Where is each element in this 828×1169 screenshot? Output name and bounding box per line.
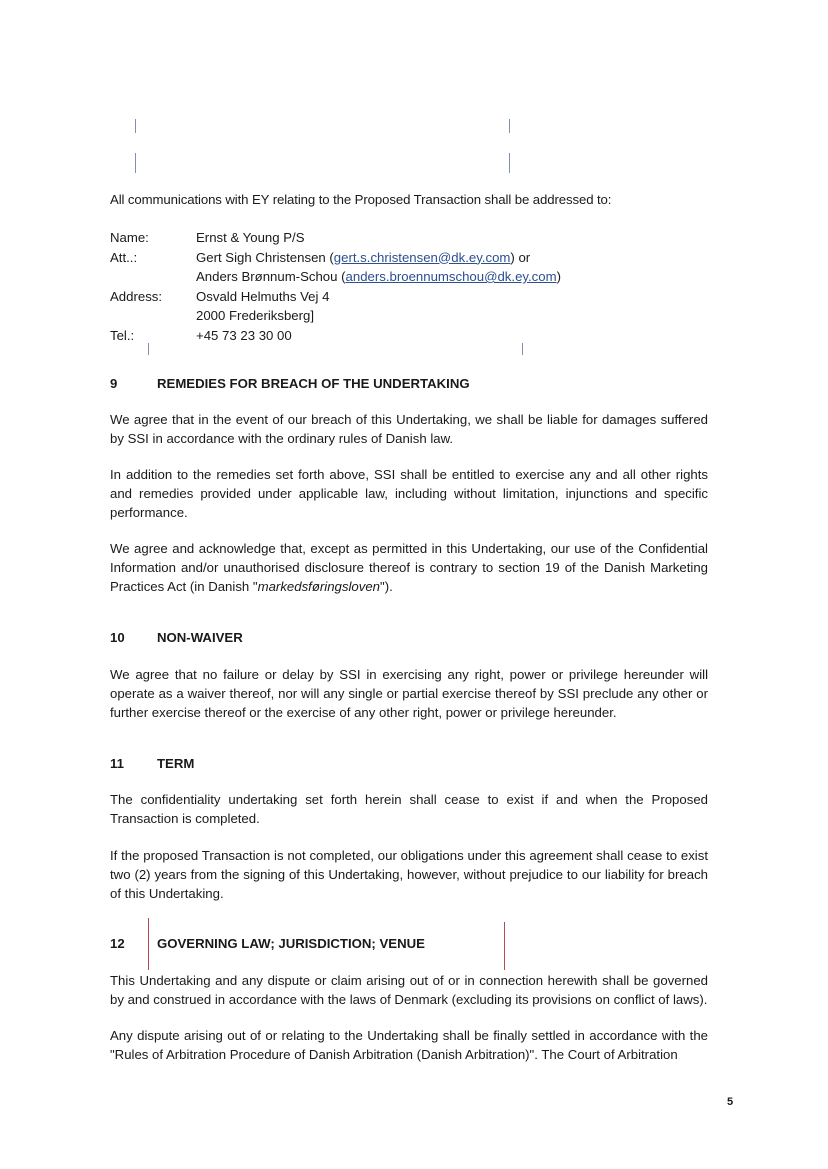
section-10-paragraph-1: We agree that no failure or delay by SSI in exercising any right, power or privilege hereunder will operate as a waiver thereof, nor will any single or partial exercise thereof by SSI preclude any other or further exercise thereof or the exercise of any other right, power or privilege hereunder. <box>110 667 708 720</box>
section-12-paragraph-2: Any dispute arising out of or relating to the Undertaking shall be finally settled in accordance with the "Rules of Arbitration Procedure of Danish Arbitration (Danish Arbitration)". The Court of Arbitration <box>110 1028 708 1062</box>
att-line-1 <box>196 248 530 268</box>
scan-mark <box>135 119 136 133</box>
tel-value: +45 73 23 30 00 <box>196 327 292 343</box>
section-9-paragraph-3-italic: markedsføringsloven <box>257 578 381 594</box>
att-line-2-prefix: Anders Brønnum-Schou ( <box>196 269 346 284</box>
section-12-heading <box>110 936 710 951</box>
section-10-title: NON-WAIVER <box>157 630 243 645</box>
section-11-heading <box>110 756 710 771</box>
scan-mark <box>509 153 510 173</box>
section-11-title: TERM <box>157 756 195 771</box>
email-link-anders[interactable]: anders.broennumschou@dk.ey.com <box>345 269 557 284</box>
section-11-paragraph-1: The confidentiality undertaking set forth herein shall cease to exist if and when the Proposed Transaction is completed. <box>110 792 708 826</box>
section-9-heading <box>110 376 710 391</box>
att-line-2-suffix: ) <box>556 269 562 284</box>
tel-label: Tel.: <box>110 327 135 343</box>
section-11-paragraph-2: If the proposed Transaction is not completed, our obligations under this agreement shall cease to exist two (2) years from the signing of this Undertaking, however, without prejudice to our liability for breach of this Undertaking. <box>110 848 708 901</box>
section-9-paragraph-2: In addition to the remedies set forth above, SSI shall be entitled to exercise any and all other rights and remedies provided under applicable law, including without limitation, injunctions and specific performance. <box>110 467 708 520</box>
att-label: Att..: <box>110 249 138 265</box>
communications-intro: All communications with EY relating to the Proposed Transaction shall be addressed to: <box>110 192 612 207</box>
section-12-number: 12 <box>110 936 125 951</box>
scan-mark <box>509 119 510 133</box>
section-9-title: REMEDIES FOR BREACH OF THE UNDERTAKING <box>157 376 470 391</box>
section-9-number: 9 <box>110 376 118 391</box>
section-11-number: 11 <box>110 756 124 771</box>
section-12-paragraph-1: This Undertaking and any dispute or claim arising out of or in connection herewith shall be governed by and construed in accordance with the laws of Denmark (excluding its provisions on conflict of laws). <box>110 973 708 1007</box>
section-12-title: GOVERNING LAW; JURISDICTION; VENUE <box>157 936 425 951</box>
scan-mark <box>522 343 523 355</box>
section-9-paragraph-3-text: We agree and acknowledge that, except as permitted in this Undertaking, our use of the Confidential Information and/or unauthorised disclosure thereof is contrary to section 19 of the Danish Marketing Practices Act (in Danish " <box>110 541 708 594</box>
att-line-1-prefix: Gert Sigh Christensen ( <box>196 249 334 265</box>
email-link-gert[interactable]: gert.s.christensen@dk.ey.com <box>333 249 511 265</box>
section-9-paragraph-3-end: "). <box>380 578 393 594</box>
section-9-paragraph-1: We agree that in the event of our breach of this Undertaking, we shall be liable for damages suffered by SSI in accordance with the ordinary rules of Danish law. <box>110 412 708 446</box>
name-label: Name: <box>110 230 149 245</box>
section-10-number: 10 <box>110 630 125 645</box>
att-line-2 <box>196 267 561 287</box>
address-label: Address: <box>110 288 163 304</box>
scan-mark <box>135 153 136 173</box>
section-9-paragraph-3 <box>110 540 708 596</box>
att-line-1-suffix: ) or <box>510 249 531 265</box>
address-line-1: Osvald Helmuths Vej 4 <box>196 288 330 304</box>
address-line-2: 2000 Frederiksberg] <box>196 308 315 323</box>
section-10-heading <box>110 630 710 645</box>
name-value: Ernst & Young P/S <box>196 230 305 245</box>
page-number: 5 <box>727 1096 734 1108</box>
scan-mark <box>148 343 149 355</box>
